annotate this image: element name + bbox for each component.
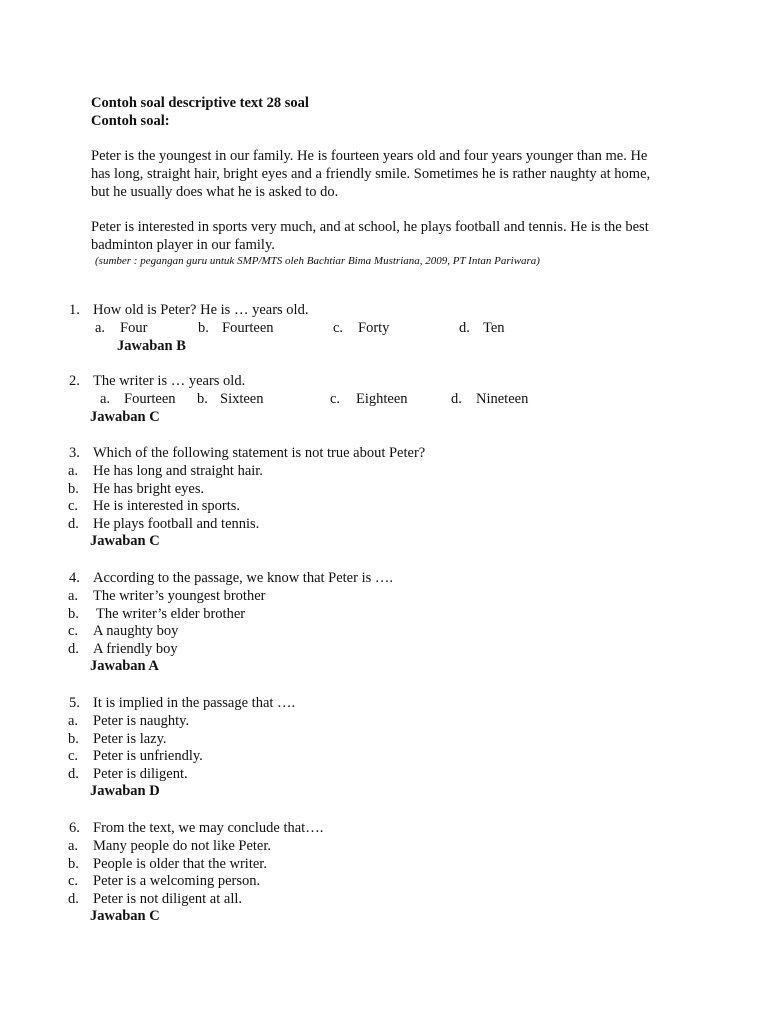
option-letter: c. [68,748,79,764]
option-letter: b. [68,480,79,497]
option-text: Fourteen [124,391,176,407]
passage-line: Peter is interested in sports very much, and at school, he plays football and tennis. He is the best [91,219,649,235]
question-text: Which of the following statement is not true about Peter? [93,445,426,461]
answer-key: Jawaban D [90,783,160,799]
option-text: Peter is lazy. [93,730,167,747]
question-number: 3. [69,445,80,461]
question-number: 4. [69,570,80,586]
option-text: Forty [358,320,390,336]
option-letter: a. [68,587,79,604]
option-letter: a. [95,320,106,336]
option-text: He plays football and tennis. [93,515,260,532]
passage-source: (sumber : pegangan guru untuk SMP/MTS oleh Bachtiar Bima Mustriana, 2009, PT Intan Pariwara) [95,255,540,267]
passage-line: has long, straight hair, bright eyes and a friendly smile. Sometimes he is rather naughty at home, [91,166,651,182]
option-letter: d. [68,515,79,532]
option-text: Peter is unfriendly. [93,748,203,764]
option-letter: c. [68,623,79,639]
passage-line: but he usually does what he is asked to do. [91,184,339,200]
document-title: Contoh soal descriptive text 28 soal [91,95,309,111]
question-number: 1. [69,302,80,318]
question-number: 2. [69,373,80,389]
option-letter: a. [68,837,79,854]
option-letter: a. [68,462,79,479]
question-number: 6. [69,820,80,836]
option-text: He is interested in sports. [93,498,240,514]
passage-line: badminton player in our family. [91,237,275,253]
answer-key: Jawaban A [90,658,159,674]
option-text: People is older that the writer. [93,855,267,872]
option-letter: b. [68,855,79,872]
option-letter: c. [68,498,79,514]
option-text: Fourteen [222,320,274,336]
question-text: How old is Peter? He is … years old. [93,302,309,318]
option-text: Peter is naughty. [93,712,190,729]
option-letter: c. [330,391,341,407]
option-text: A naughty boy [93,623,179,639]
option-text: Sixteen [220,391,264,407]
option-text: Ten [483,320,505,336]
option-letter: d. [68,765,79,782]
option-letter: b. [68,730,79,747]
answer-key: Jawaban C [90,409,160,425]
question-text: The writer is … years old. [93,373,246,389]
option-text: He has bright eyes. [93,480,205,497]
passage-line: Peter is the youngest in our family. He is fourteen years old and four years younger than me. He [91,148,648,164]
option-text: The writer’s youngest brother [93,587,266,604]
option-text: Peter is a welcoming person. [93,873,261,889]
option-letter: b. [197,391,208,407]
answer-key: Jawaban B [117,338,186,354]
option-text: He has long and straight hair. [93,462,263,479]
option-letter: a. [68,712,79,729]
option-letter: d. [451,391,462,407]
option-text: Four [120,320,148,336]
option-letter: c. [333,320,344,336]
option-text: Peter is not diligent at all. [93,890,243,907]
option-letter: d. [68,890,79,907]
option-text: A friendly boy [93,640,178,657]
option-letter: d. [459,320,470,336]
option-letter: b. [68,605,79,622]
option-text: Nineteen [476,391,529,407]
question-number: 5. [69,695,80,711]
question-text: It is implied in the passage that …. [93,695,296,711]
option-text: Many people do not like Peter. [93,837,271,854]
option-letter: d. [68,640,79,657]
option-letter: c. [68,873,79,889]
option-letter: a. [100,391,111,407]
document-subtitle: Contoh soal: [91,113,170,129]
option-letter: b. [198,320,209,336]
question-text: According to the passage, we know that Peter is …. [93,570,393,586]
option-text: The writer’s elder brother [96,605,246,622]
answer-key: Jawaban C [90,908,160,924]
option-text: Peter is diligent. [93,765,188,782]
answer-key: Jawaban C [90,533,160,549]
option-text: Eighteen [356,391,408,407]
question-text: From the text, we may conclude that…. [93,820,324,836]
